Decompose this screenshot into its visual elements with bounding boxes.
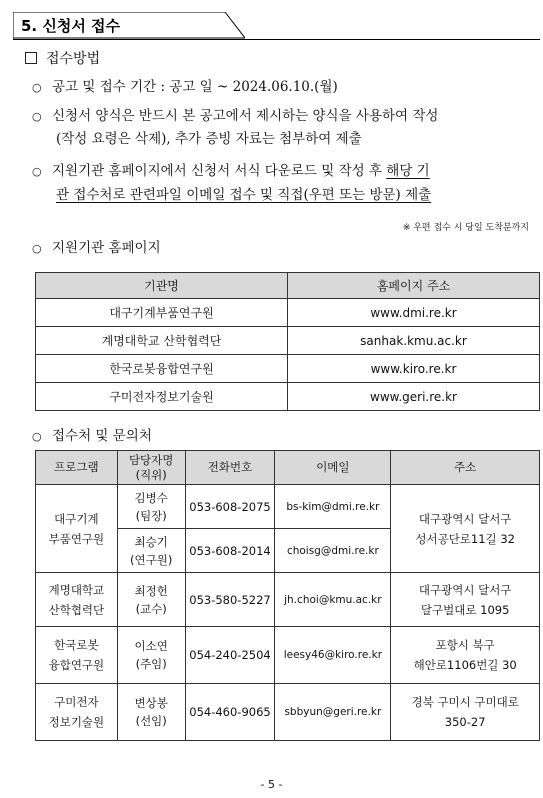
address-line1: 경북 구미시 구미대로 xyxy=(411,695,519,709)
table-row xyxy=(36,573,540,627)
period-text: 공고 및 접수 기간 : 공고 일 ~ 2024.06.10.(월) xyxy=(52,79,338,95)
phone-cell: 054-460-9065 xyxy=(185,684,275,741)
postal-note: ※ 우편 접수 시 당일 도착분까지 xyxy=(402,223,529,233)
form-text-line1: 신청서 양식은 반드시 본 공고에서 제시하는 양식을 사용하여 작성 xyxy=(52,108,439,124)
table-row xyxy=(36,627,540,684)
address-cell xyxy=(391,573,540,627)
program-line2: 산학협력단 xyxy=(48,602,105,617)
email-cell: sbbyun@geri.re.kr xyxy=(275,684,391,741)
circle-bullet-icon: ○ xyxy=(32,110,42,123)
table-row xyxy=(36,383,540,411)
homepage-url: www.dmi.re.kr xyxy=(288,299,540,327)
person-name: 김병수 xyxy=(134,490,168,505)
homepage-table xyxy=(35,272,540,411)
person-cell xyxy=(117,684,185,741)
person-title: (팀장) xyxy=(135,508,167,523)
phone-cell: 053-608-2075 xyxy=(185,485,275,529)
section-title: 5. 신청서 접수 xyxy=(21,17,121,35)
table-row xyxy=(36,485,540,529)
person-title: (선임) xyxy=(135,714,167,728)
program-line2: 부품연구원 xyxy=(48,531,105,546)
bullet-download xyxy=(32,159,430,179)
bullet-contact xyxy=(32,424,152,444)
program-line2: 정보기술원 xyxy=(48,715,105,729)
table-row xyxy=(36,684,540,741)
circle-bullet-icon: ○ xyxy=(32,165,42,178)
org-name: 계명대학교 산학협력단 xyxy=(36,327,288,355)
person-title: (교수) xyxy=(135,601,167,616)
person-name: 이소연 xyxy=(134,639,168,653)
form-text-line2: (작성 요령은 삭제), 추가 증빙 자료는 첨부하여 제출 xyxy=(56,131,362,147)
person-title: (주임) xyxy=(135,657,167,671)
address-line2: 성서공단로11길 32 xyxy=(415,531,515,546)
org-name: 한국로봇융합연구원 xyxy=(36,355,288,383)
program-line1: 구미전자 xyxy=(54,695,99,709)
homepage-heading: 지원기관 홈페이지 xyxy=(52,240,161,256)
person-name: 최승기 xyxy=(134,534,168,549)
phone-cell: 053-608-2014 xyxy=(185,529,275,573)
org-name: 대구기계부품연구원 xyxy=(36,299,288,327)
person-name: 변상봉 xyxy=(134,696,168,710)
header-phone: 전화번호 xyxy=(185,451,275,485)
bullet-homepage xyxy=(32,236,161,256)
subheading-text: 접수방법 xyxy=(46,51,101,67)
email-cell: leesy46@kiro.re.kr xyxy=(275,627,391,684)
address-cell xyxy=(391,684,540,741)
table-header-row xyxy=(36,273,540,299)
checkbox-square-icon xyxy=(25,52,37,64)
program-cell xyxy=(36,573,118,627)
bullet-period xyxy=(32,75,338,95)
contact-heading: 접수처 및 문의처 xyxy=(52,428,152,444)
program-cell xyxy=(36,627,118,684)
person-cell xyxy=(117,529,185,573)
person-title: (연구원) xyxy=(130,552,173,567)
header-homepage: 홈페이지 주소 xyxy=(288,273,540,299)
address-line1: 대구광역시 달서구 xyxy=(418,511,512,526)
address-cell xyxy=(391,627,540,684)
email-cell: choisg@dmi.re.kr xyxy=(275,529,391,573)
download-text-line1-underlined: 해당 기 xyxy=(386,163,430,179)
email-cell: bs-kim@dmi.re.kr xyxy=(275,485,391,529)
circle-bullet-icon: ○ xyxy=(32,430,42,443)
person-cell xyxy=(117,485,185,529)
circle-bullet-icon: ○ xyxy=(32,81,42,94)
section-header xyxy=(13,12,245,38)
header-person-line1: 담당자명 xyxy=(128,452,174,467)
person-cell xyxy=(117,573,185,627)
circle-bullet-icon: ○ xyxy=(32,242,42,255)
program-line2: 융합연구원 xyxy=(48,658,105,672)
header-program: 프로그램 xyxy=(36,451,118,485)
table-row xyxy=(36,355,540,383)
org-name: 구미전자정보기술원 xyxy=(36,383,288,411)
header-address: 주소 xyxy=(391,451,540,485)
table-row xyxy=(36,327,540,355)
person-name: 최정헌 xyxy=(134,583,168,598)
homepage-url: sanhak.kmu.ac.kr xyxy=(288,327,540,355)
download-text-line2: 관 접수처로 관련파일 이메일 접수 및 직접(우편 또는 방문) 제출 xyxy=(56,187,432,203)
program-cell xyxy=(36,684,118,741)
contact-table xyxy=(35,450,540,741)
address-line1: 포항시 북구 xyxy=(435,638,495,652)
program-cell xyxy=(36,485,118,573)
header-org: 기관명 xyxy=(36,273,288,299)
address-cell xyxy=(391,485,540,573)
program-line1: 한국로봇 xyxy=(54,638,99,652)
person-cell xyxy=(117,627,185,684)
homepage-url: www.geri.re.kr xyxy=(288,383,540,411)
address-line1: 대구광역시 달서구 xyxy=(418,582,512,597)
download-text-line1: 지원기관 홈페이지에서 신청서 서식 다운로드 및 작성 후 xyxy=(52,163,387,179)
phone-cell: 054-240-2504 xyxy=(185,627,275,684)
section-rule xyxy=(13,39,540,40)
header-person xyxy=(117,451,185,485)
table-row xyxy=(36,299,540,327)
phone-cell: 053-580-5227 xyxy=(185,573,275,627)
program-line1: 계명대학교 xyxy=(48,582,105,597)
bullet-form xyxy=(32,104,438,124)
address-line2: 350-27 xyxy=(444,715,486,729)
email-cell: jh.choi@kmu.ac.kr xyxy=(275,573,391,627)
homepage-url: www.kiro.re.kr xyxy=(288,355,540,383)
table-header-row xyxy=(36,451,540,485)
page-number: - 5 - xyxy=(260,778,283,791)
address-line2: 해안로1106번길 30 xyxy=(413,658,517,672)
header-email: 이메일 xyxy=(275,451,391,485)
header-person-line2: (직위) xyxy=(135,467,167,482)
address-line2: 달구벌대로 1095 xyxy=(420,602,510,617)
subheading xyxy=(25,48,100,68)
program-line1: 대구기계 xyxy=(54,511,99,526)
